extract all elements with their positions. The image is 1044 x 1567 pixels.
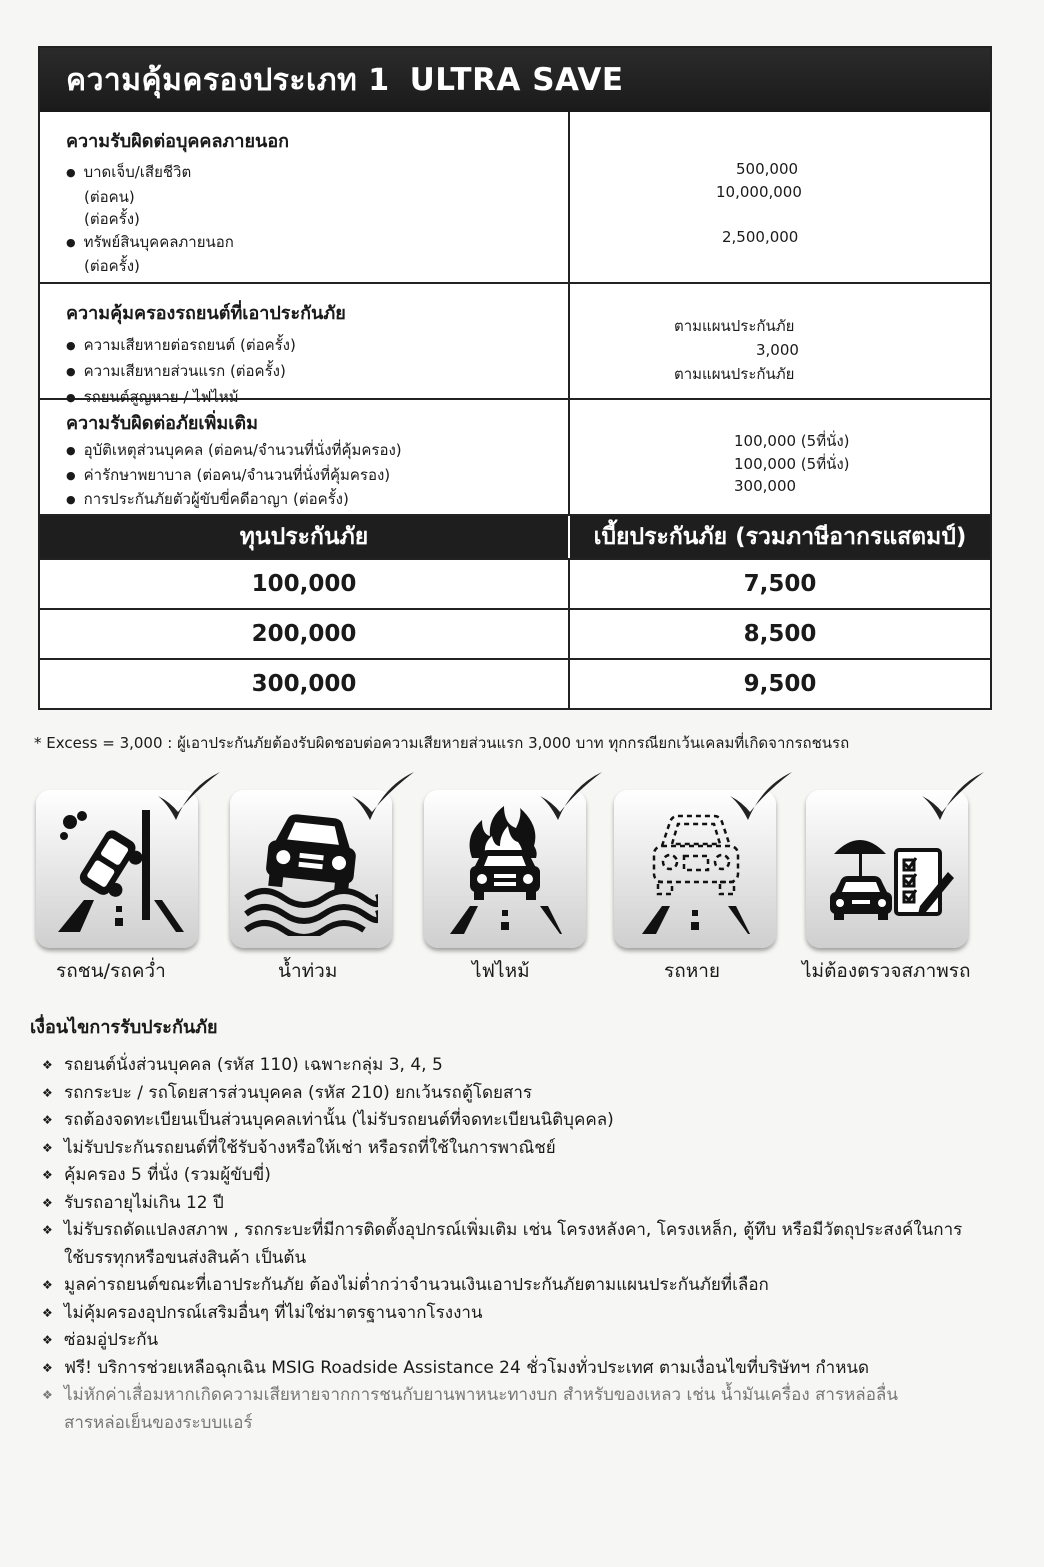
table-row: [40, 658, 990, 708]
list-item: [42, 1217, 982, 1272]
item-label: ● การประกันภัยตัวผู้ขับขี่คดีอาญา (ต่อครั้ง): [66, 488, 568, 513]
section-heading: ความคุ้มครองรถยนต์ที่เอาประกันภัย: [66, 303, 346, 324]
section-heading: ความรับผิดต่อภัยเพิ่มเติม: [66, 413, 258, 434]
list-item: [42, 1300, 982, 1328]
conditions-title: เงื่อนไขการรับประกันภัย: [30, 1017, 218, 1038]
list-item: [42, 1052, 982, 1080]
condition-text: มูลค่ารถยนต์ขณะที่เอาประกันภัย ต้องไม่ต่ำกว่าจำนวนเงินเอาประกันภัยตามแผนประกันภัยที่เลือก: [64, 1275, 769, 1295]
item-label: ● ทรัพย์สินบุคคลภายนอก: [66, 231, 568, 256]
checkmark-icon: [154, 768, 224, 826]
list-item: [42, 1080, 982, 1108]
item-value: ตามแผนประกันภัย: [674, 365, 795, 383]
list-item: [42, 1382, 982, 1437]
item-label: (ต่อคน): [84, 187, 135, 206]
premium-cell: 8,500: [743, 621, 817, 647]
section-additional-coverage: [40, 398, 990, 514]
condition-text-cont: สารหล่อเย็นของระบบแอร์: [64, 1412, 253, 1433]
checkmark-icon: [348, 768, 418, 826]
condition-text: รถกระบะ / รถโดยสารส่วนบุคคล (รหัส 210) ยกเว้นรถตู้โดยสาร: [64, 1082, 533, 1103]
coverage-label-fire: ไฟไหม้: [472, 960, 530, 982]
section-right: [570, 112, 990, 282]
section-right: [570, 400, 990, 514]
list-item: [42, 1327, 982, 1355]
checkmark-icon: [536, 768, 606, 826]
condition-text: ซ่อมอู่ประกัน: [64, 1330, 159, 1350]
product-name: ULTRA SAVE: [409, 62, 624, 98]
list-item: [42, 1355, 982, 1383]
item-value: 500,000: [736, 160, 799, 178]
coverage-label-flood: น้ำท่วม: [278, 960, 338, 982]
coverage-card-crash: [36, 790, 198, 948]
item-label: ● บาดเจ็บ/เสียชีวิต: [66, 161, 568, 186]
section-left: [40, 284, 570, 406]
sum-insured-header: ทุนประกันภัย: [40, 516, 570, 558]
item-label: (ต่อครั้ง): [84, 257, 140, 275]
price-table-header: [40, 514, 990, 558]
item-value: [736, 203, 990, 226]
conditions-list: [42, 1052, 982, 1437]
coverage-sheet: [38, 46, 992, 710]
condition-text: ไม่รับประกันรถยนต์ที่ใช้รับจ้างหรือให้เช่า หรือรถที่ใช้ในการพาณิชย์: [64, 1137, 556, 1158]
excess-note: * Excess = 3,000 : ผู้เอาประกันภัยต้องรับผิดชอบต่อความเสียหายส่วนแรก 3,000 บาท ทุกกรณียกเว้นเคลมที่เกิดจากรถชนรถ: [34, 734, 850, 752]
section-own-damage: [40, 282, 990, 406]
coverage-label-no-inspection: ไม่ต้องตรวจสภาพรถ: [802, 960, 971, 982]
table-row: [40, 558, 990, 608]
section-third-party-liability: [40, 112, 990, 282]
coverage-label-crash: รถชน/รถคว่ำ: [56, 960, 166, 982]
sum-insured-cell: 200,000: [40, 610, 570, 658]
item-value: ตามแผนประกันภัย: [674, 317, 795, 335]
checkmark-icon: [726, 768, 796, 826]
item-label: ● อุบัติเหตุส่วนบุคคล (ต่อคน/จำนวนที่นั่งที่คุ้มครอง): [66, 439, 568, 464]
condition-text: รถยนต์นั่งส่วนบุคคล (รหัส 110) เฉพาะกลุ่ม 3, 4, 5: [64, 1055, 443, 1075]
coverage-card-flood: [230, 790, 392, 948]
item-label: ● รถยนต์สูญหาย / ไฟไหม้: [66, 385, 568, 411]
condition-text: ❖ ไม่รับรถดัดแปลงสภาพ , รถกระบะที่มีการติดตั้งอุปกรณ์เพิ่มเติม เช่น โครงหลังคา, โครงเหล็ก, ตู้ทึบ หรือมีวัตถุประสงค์ในการ: [64, 1220, 963, 1240]
section-right: [570, 284, 990, 398]
item-value: 300,000: [734, 477, 797, 495]
item-value: 2,500,000: [722, 227, 799, 246]
list-item: [42, 1190, 982, 1218]
item-label: ● ความเสียหายส่วนแรก (ต่อครั้ง): [66, 359, 568, 385]
condition-text: ❖ ไม่หักค่าเสื่อมหากเกิดความเสียหายจากการชนกับยานพาหนะทางบก สำหรับของเหลว เช่น น้ำมันเครื่อง สารหล่อลื่น: [64, 1385, 898, 1405]
condition-text-cont: ใช้บรรทุกหรือขนส่งสินค้า เป็นต้น: [64, 1247, 307, 1268]
condition-text: คุ้มครอง 5 ที่นั่ง (รวมผู้ขับขี่): [64, 1165, 271, 1185]
condition-text: ไม่คุ้มครองอุปกรณ์เสริมอื่นๆ ที่ไม่ใช่มาตรฐานจากโรงงาน: [64, 1302, 483, 1323]
premium-cell: 7,500: [743, 571, 817, 597]
item-value: 10,000,000: [716, 182, 802, 201]
list-item: [42, 1162, 982, 1190]
plan-title-bar: [40, 48, 990, 112]
list-item: [42, 1135, 982, 1163]
checkmark-icon: [918, 768, 988, 826]
item-label: ● ความเสียหายต่อรถยนต์ (ต่อครั้ง): [66, 333, 568, 359]
item-value: 100,000 (5ที่นั่ง): [734, 432, 850, 450]
item-label: (ต่อครั้ง): [84, 210, 140, 228]
section-heading: ความรับผิดต่อบุคคลภายนอก: [66, 131, 290, 152]
table-row: [40, 608, 990, 658]
condition-text: รถต้องจดทะเบียนเป็นส่วนบุคคลเท่านั้น (ไม่รับรถยนต์ที่จดทะเบียนนิติบุคคล): [64, 1110, 614, 1130]
premium-header: เบี้ยประกันภัย (รวมภาษีอากรแสตมป์): [593, 524, 967, 550]
coverage-card-theft: [614, 790, 776, 948]
plan-title: ความคุ้มครองประเภท 1: [66, 62, 390, 98]
condition-text: รับรถอายุไม่เกิน 12 ปี: [64, 1192, 224, 1213]
condition-text: ฟรี! บริการช่วยเหลือฉุกเฉิน MSIG Roadside Assistance 24 ชั่วโมงทั่วประเทศ ตามเงื่อนไขที่บริษัทฯ กำหนด: [64, 1357, 870, 1378]
section-left: [40, 400, 570, 514]
sum-insured-cell: 100,000: [40, 560, 570, 608]
item-value: 100,000 (5ที่นั่ง): [734, 454, 850, 473]
coverage-icons: [34, 772, 984, 992]
coverage-card-no-inspection: [806, 790, 968, 948]
list-item: [42, 1272, 982, 1300]
item-label: ● ค่ารักษาพยาบาล (ต่อคน/จำนวนที่นั่งที่คุ้มครอง): [66, 464, 568, 489]
coverage-card-fire: [424, 790, 586, 948]
item-value: 3,000: [756, 341, 799, 359]
premium-cell: 9,500: [743, 671, 817, 697]
list-item: [42, 1107, 982, 1135]
sum-insured-cell: 300,000: [40, 660, 570, 708]
coverage-label-theft: รถหาย: [664, 960, 721, 982]
section-left: [40, 112, 570, 282]
